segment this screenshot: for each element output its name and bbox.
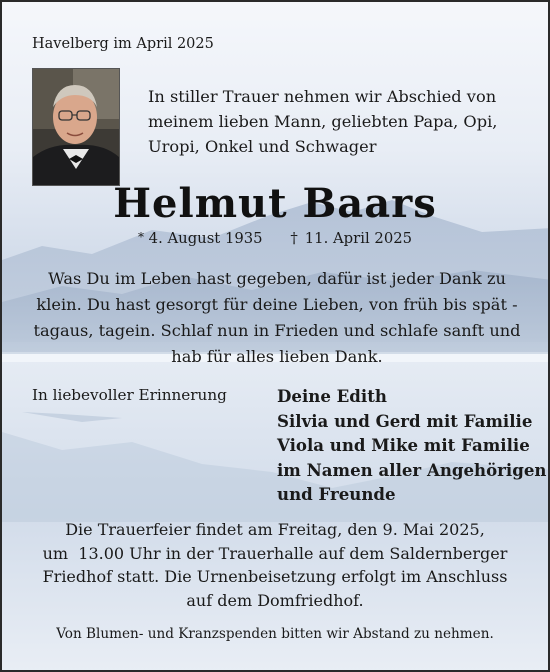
deceased-name: Helmut Baars [113,180,437,227]
flowers-note: Von Blumen- und Kranzspenden bitten wir Abstand zu nehmen. [56,626,494,642]
life-dates [2,230,548,247]
death-symbol: † [290,230,298,247]
verse-line: hab für alles lieben Dank. [171,347,383,366]
verse-line: Was Du im Leben hast gegeben, dafür ist jeder Dank zu [48,269,506,288]
memorial-verse [30,266,524,370]
mourners-list [277,384,546,507]
mourner: Viola und Mike mit Familie [277,435,530,456]
mourner: Silvia und Gerd mit Familie [277,410,533,431]
intro-line: meinem lieben Mann, geliebten Papa, Opi, [148,112,498,131]
funeral-info [22,518,528,612]
mourner: im Namen aller Angehörigen [277,459,547,480]
intro-line: Uropi, Onkel und Schwager [148,137,377,156]
place-and-date: Havelberg im April 2025 [32,36,214,52]
funeral-line: auf dem Domfriedhof. [186,590,364,610]
birth-date: 4. August 1935 [148,230,263,247]
portrait-photo-image [33,69,119,185]
funeral-line: um 13.00 Uhr in der Trauerhalle auf dem Saldernberger [42,543,508,563]
memory-line: In liebevoller Erinnerung [32,386,227,404]
funeral-line: Friedhof statt. Die Urnenbeisetzung erfolgt im Anschluss [42,567,508,587]
death-date: 11. April 2025 [304,230,413,247]
funeral-line: Die Trauerfeier findet am Freitag, den 9. Mai 2025, [65,520,485,539]
mourner: Deine Edith [277,386,387,406]
birth-symbol: * [137,230,144,244]
verse-line: tagaus, tagein. Schlaf nun in Frieden und schlafe sanft und [33,321,521,340]
verse-line: klein. Du hast gesorgt für deine Lieben, von früh bis spät - [36,295,518,314]
portrait-photo [32,68,120,186]
intro-line: In stiller Trauer nehmen wir Abschied von [148,87,497,106]
mourner: und Freunde [277,484,396,505]
intro-text [148,84,538,159]
